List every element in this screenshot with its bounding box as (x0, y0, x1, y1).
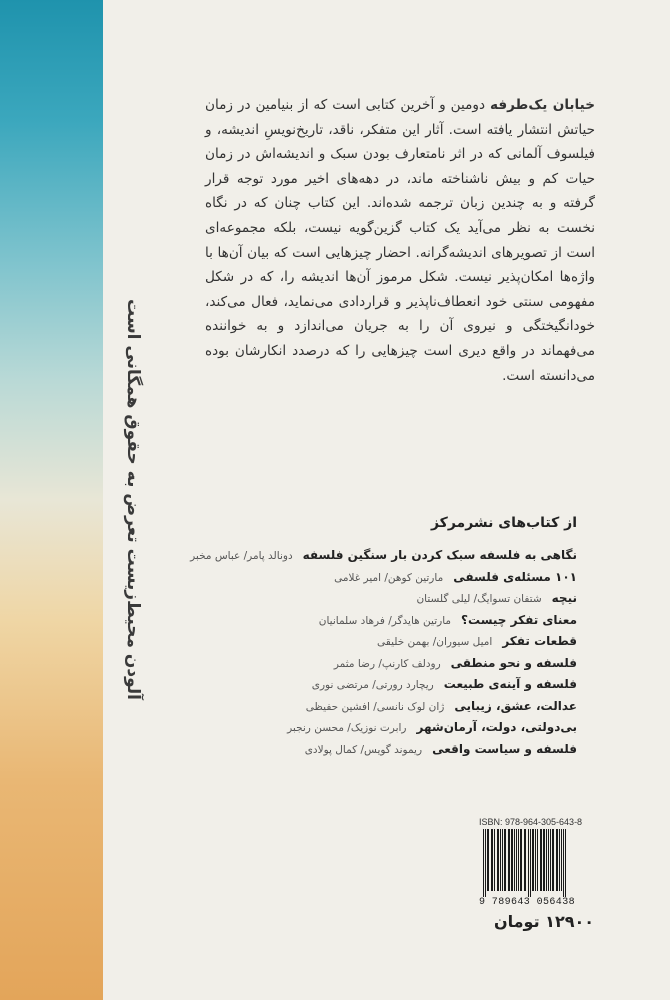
barcode-image (479, 829, 593, 897)
book-list-authors: شتفان تسوایگ/ لیلی گلستان (416, 593, 542, 605)
book-list-item (157, 588, 577, 610)
book-list-authors: رودلف کارنپ/ رضا مثمر (333, 657, 441, 670)
book-title: خیابان یک‌طرفه (489, 97, 595, 113)
spine-slogan-text: آلودن محیط‌زیست تعرض به حقوق همگانی است (123, 298, 143, 700)
book-list-title: بی‌دولتی، دولت، آرمان‌شهر (416, 720, 577, 734)
book-list-item (157, 739, 577, 761)
book-list-item (157, 696, 577, 718)
book-list-authors: دونالد پامر/ عباس مخبر (190, 550, 293, 562)
book-list-item (157, 610, 577, 632)
book-list-item (157, 653, 577, 675)
isbn-label: ISBN: 978-964-305-643-8 (479, 817, 583, 827)
spine-gradient-band (0, 0, 103, 1000)
book-list-authors: رابرت نوزیک/ محسن رنجبر (287, 722, 407, 734)
book-list-authors: ریچارد رورتی/ مرتضی نوری (311, 679, 434, 691)
barcode-block (479, 815, 593, 909)
book-list-item (157, 674, 577, 696)
spine-slogan (103, 300, 163, 700)
book-list-item (157, 717, 577, 739)
book-list-title: نگاهی به فلسفه سبک کردن بار سنگین فلسفه (302, 548, 577, 562)
book-list-title: ۱۰۱ مسئله‌ی فلسفی (453, 569, 577, 584)
book-list-authors: مارتین هایدگر/ فرهاد سلمانیان (318, 614, 452, 627)
book-list-authors: امیل سیوران/ بهمن خلیقی (377, 636, 493, 648)
book-list-item (157, 631, 577, 653)
book-list-authors: مارتین کوهن/ امیر غلامی (334, 571, 444, 584)
book-list-title: عدالت، عشق، زیبایی (454, 698, 577, 713)
price: ۱۲۹۰۰ تومان (493, 912, 594, 931)
book-list-title: فلسفه و سیاست واقعی (432, 741, 577, 756)
book-list-title: فلسفه و نحو منطقی (450, 655, 577, 670)
book-list-title: فلسفه و آینه‌ی طبیعت (443, 677, 577, 691)
book-list-item (157, 567, 577, 589)
book-list-authors: ژان لوک نانسی/ افشین حفیظی (305, 700, 445, 713)
book-list-title: نیچه (551, 591, 577, 605)
barcode-digits: 9 789643 056438 (479, 897, 576, 908)
description-body: دومین و آخرین کتابی است که از بنیامین در زمان حیاتش انتشار یافته است. آثار این متفکر، ناقد، تاریخ‌نویسِ اندیشه، و فیلسوف آلمانی که در اثر نامتعارف بودن سبک و اندیشه‌اش در زمان حیات کم و بیش ناشناخته ماند، در دهه‌های اخیر مورد توجه قرار گرفته و به چندین زبان ترجمه شده‌اند. این کتاب چنان که در نگاه نخست به نظر می‌آید یک کتاب گزین‌گویه نیست، بلکه مجموعه‌ای است از تصویرهای اندیشه‌گرانه. احضار چیزهایی است که بیان آن‌ها با واژه‌ها امکان‌پذیر نیست. شکل مرموز آن‌ها اندیشه را، که در شکل مفهومی سنتی خود انعطاف‌ناپذیر و قراردادی می‌نماید، فعال می‌کند، خودانگیختگی و نیروی آن را به جریان می‌اندازد و به خواننده می‌فهماند در واقع دیری است چیزهایی را که درصدد انکارشان بوده می‌دانسته است. (205, 97, 595, 384)
book-list-item (157, 545, 577, 567)
publisher-list-title: از کتاب‌های نشرمرکز (430, 515, 577, 531)
book-list-title: معنای تفکر چیست؟ (461, 612, 577, 627)
book-description (205, 93, 595, 388)
publisher-book-list (157, 545, 577, 760)
book-list-title: قطعات تفکر (502, 634, 577, 648)
book-list-authors: ریموند گویس/ کمال پولادی (304, 743, 423, 756)
